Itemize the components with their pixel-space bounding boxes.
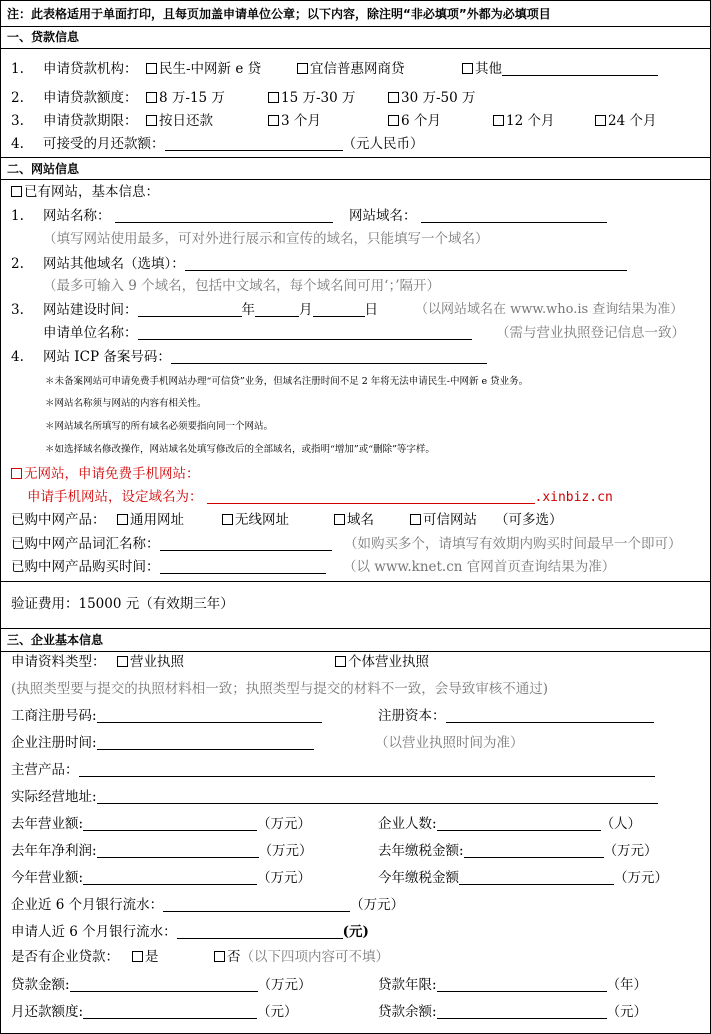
checkbox[interactable]	[297, 63, 308, 74]
option-loan-no[interactable]	[214, 948, 389, 966]
address-row	[11, 788, 658, 806]
option-label: 无线网址	[235, 512, 289, 528]
unit-label: （元）	[606, 1004, 648, 1020]
website-domain-field[interactable]	[421, 208, 607, 223]
option-label: 8 万-15 万	[159, 90, 225, 106]
row-number: 2.	[11, 256, 24, 272]
unit-label: （万元）	[257, 977, 312, 993]
mobile-domain-row	[27, 488, 613, 507]
form-note: 注：此表格适用于单面打印，且每页加盖申请单位公章；以下内容，除注明“非必填项”外都为必填项目	[7, 7, 551, 21]
build-time-hint: （以网站域名在 www.who.is 查询结果为准）	[415, 302, 684, 317]
reg-time-row	[11, 734, 314, 752]
divider	[1, 179, 710, 180]
website-name-row	[43, 207, 333, 225]
staff-field[interactable]	[437, 816, 601, 831]
verification-fee: 验证费用：15000 元（有效期三年）	[11, 596, 234, 612]
option-15-30[interactable]	[268, 89, 356, 107]
other-domain-field[interactable]	[185, 256, 627, 271]
has-website-option[interactable]	[11, 183, 159, 201]
tax-this-field[interactable]	[459, 870, 614, 885]
option-label: 营业执照	[130, 654, 184, 670]
option-domain[interactable]	[334, 511, 374, 529]
applicant-name-field[interactable]	[138, 325, 472, 340]
mobile-domain-label: 申请手机网站，设定域名为：	[27, 489, 203, 505]
monthly-repay-row	[43, 135, 424, 153]
profit-prev-field[interactable]	[97, 843, 259, 858]
loan-amount-field[interactable]	[70, 977, 258, 992]
website-domain-label: 网站域名：	[349, 208, 417, 224]
capital-row	[378, 707, 654, 725]
flow-ent-row	[11, 896, 404, 914]
monthly-pay-field[interactable]	[83, 1004, 257, 1019]
option-label: 3 个月	[281, 113, 321, 129]
other-institution-field[interactable]	[502, 61, 658, 76]
checkbox[interactable]	[268, 115, 279, 126]
note-item: ＊网站名称须与网站的内容有相关性。	[45, 398, 207, 409]
unit-label: （万元）	[603, 843, 658, 859]
divider	[1, 48, 710, 49]
loan-term-label: 贷款年限:	[378, 977, 437, 993]
reg-no-row	[11, 707, 322, 725]
vocab-hint: （如购买多个，请填写有效期内购买时间最早一个即可）	[344, 536, 682, 552]
flow-ent-field[interactable]	[163, 897, 350, 912]
unit-label: （万元）	[257, 870, 312, 886]
option-business-license[interactable]	[117, 653, 184, 671]
option-label: 宜信普惠网商贷	[310, 61, 405, 77]
option-label: 是	[145, 949, 159, 965]
note-item: ＊如选择域名修改操作，网站域名处填写修改后的全部域名，或指明“增加”或“删除”等字样。	[45, 444, 435, 455]
build-time-row	[43, 301, 378, 319]
monthly-repay-label: 可接受的月还款额：	[43, 136, 165, 152]
rev-last-label: 去年营业额:	[11, 816, 84, 832]
row-number: 3.	[11, 302, 24, 318]
profit-prev-row	[11, 842, 313, 860]
monthly-pay-label: 月还款额度:	[11, 1004, 84, 1020]
multi-select-hint: （可多选）	[495, 512, 563, 528]
vocab-field[interactable]	[160, 536, 332, 551]
row-number: 3.	[11, 113, 24, 129]
year-label: 年	[241, 302, 255, 318]
loan-balance-label: 贷款余额:	[378, 1004, 437, 1020]
checkbox[interactable]	[334, 514, 345, 525]
applicant-name-hint: （需与营业执照登记信息一致）	[496, 325, 685, 341]
buy-time-label: 已购中网产品购买时间：	[11, 559, 160, 575]
checkbox[interactable]	[388, 115, 399, 126]
checkbox[interactable]	[117, 656, 128, 667]
unit-label: （年）	[606, 977, 648, 993]
products-row	[11, 761, 655, 779]
rev-this-field[interactable]	[83, 870, 257, 885]
tax-prev-label: 去年缴税金额:	[378, 843, 464, 859]
option-minsheng[interactable]	[146, 60, 261, 78]
checkbox[interactable]	[222, 514, 233, 525]
flow-app-row	[11, 923, 369, 941]
checkbox[interactable]	[268, 92, 279, 103]
checkbox[interactable]	[410, 514, 421, 525]
reg-time-label: 企业注册时间:	[11, 735, 97, 751]
buy-time-hint: （以 www.knet.cn 官网首页查询结果为准）	[343, 559, 616, 575]
unit-label: （人）	[600, 816, 642, 832]
icp-label: 网站 ICP 备案号码：	[43, 349, 171, 365]
build-time-label: 网站建设时间：	[43, 302, 138, 318]
divider	[1, 628, 710, 629]
loan-term-row	[378, 976, 647, 994]
unit-label: (元)	[342, 924, 369, 940]
products-label: 主营产品：	[11, 762, 79, 778]
row-number: 4.	[11, 136, 24, 152]
checkbox[interactable]	[493, 115, 504, 126]
has-website-label: 已有网站，基本信息：	[24, 184, 159, 200]
flow-app-field[interactable]	[177, 924, 343, 939]
option-label: 可信网站	[423, 512, 477, 528]
loan-question-label: 是否有企业贷款：	[11, 949, 119, 965]
checkbox[interactable]	[388, 92, 399, 103]
loan-amount-label: 贷款金额:	[11, 977, 70, 993]
option-12m[interactable]	[493, 112, 554, 130]
rev-last-field[interactable]	[83, 816, 257, 831]
tax-this-label: 今年缴税金额	[378, 870, 459, 886]
rev-this-row	[11, 869, 311, 887]
tax-prev-field[interactable]	[464, 843, 604, 858]
website-name-field[interactable]	[115, 208, 333, 223]
flow-app-label: 申请人近 6 个月银行流水：	[11, 924, 177, 940]
flow-ent-label: 企业近 6 个月银行流水：	[11, 897, 164, 913]
divider	[1, 581, 710, 582]
other-domain-row	[43, 255, 627, 273]
option-label: 民生-中网新 e 贷	[159, 61, 262, 77]
applicant-name-label: 申请单位名称：	[43, 325, 138, 341]
option-6m[interactable]	[388, 112, 441, 130]
vocab-row	[11, 535, 332, 553]
row-number: 2.	[11, 90, 24, 106]
checkbox[interactable]	[132, 951, 143, 962]
loan-balance-field[interactable]	[437, 1004, 607, 1019]
reg-no-field[interactable]	[97, 708, 322, 723]
build-month-field[interactable]	[255, 302, 299, 317]
checkbox[interactable]	[595, 115, 606, 126]
loan-term-field[interactable]	[437, 977, 607, 992]
checkbox[interactable]	[335, 656, 346, 667]
option-label: 其他	[475, 61, 502, 77]
option-label: 通用网址	[130, 512, 184, 528]
checkbox[interactable]	[117, 514, 128, 525]
address-label: 实际经营地址:	[11, 789, 97, 805]
option-24m[interactable]	[595, 112, 656, 130]
checkbox[interactable]	[11, 186, 22, 197]
option-label: 15 万-30 万	[281, 90, 356, 106]
divider	[1, 651, 710, 652]
option-label: 30 万-50 万	[401, 90, 476, 106]
profit-prev-label: 去年年净利润:	[11, 843, 97, 859]
rev-this-label: 今年营业额:	[11, 870, 84, 886]
reg-time-hint: （以营业执照时间为准）	[375, 735, 524, 751]
loan-institution-row	[11, 60, 24, 78]
section-title-company: 三、企业基本信息	[7, 633, 104, 647]
icp-field[interactable]	[171, 349, 487, 364]
divider	[1, 26, 710, 27]
loan-balance-row	[378, 1003, 647, 1021]
other-domain-label: 网站其他域名（选填）：	[43, 256, 185, 272]
note-item: ＊网站域名所填写的所有域名必须要指向同一个网站。	[45, 421, 274, 432]
loan-amount-row	[11, 976, 312, 994]
unit-label: （万元）	[257, 816, 312, 832]
section-title-website: 二、网站信息	[7, 162, 80, 176]
reg-time-field[interactable]	[97, 735, 314, 750]
vocab-label: 已购中网产品词汇名称：	[11, 536, 160, 552]
tax-prev-row	[378, 842, 658, 860]
option-yixin[interactable]	[297, 60, 405, 78]
option-universal-url[interactable]	[117, 511, 184, 529]
staff-label: 企业人数:	[378, 816, 437, 832]
staff-row	[378, 815, 641, 833]
row-number: 1.	[11, 61, 24, 77]
option-individual-license[interactable]	[335, 653, 429, 671]
capital-label: 注册资本：	[378, 708, 446, 724]
products-field[interactable]	[79, 762, 655, 777]
build-year-field[interactable]	[138, 302, 242, 317]
option-label: 12 个月	[506, 113, 555, 129]
unit-label: （元人民币）	[342, 136, 424, 152]
unit-label: （元）	[257, 1004, 298, 1020]
option-label: 按日还款	[159, 113, 213, 129]
option-label: 否	[227, 949, 241, 965]
license-type-hint: (执照类型要与提交的执照材料相一致；执照类型与提交的材料不一致，会导致审核不通过)	[11, 681, 549, 697]
unit-label: （万元）	[614, 870, 668, 886]
loan-institution-label: 申请贷款机构：	[43, 61, 138, 77]
address-field[interactable]	[97, 789, 658, 804]
no-website-label: 无网站，申请免费手机网站：	[24, 466, 200, 482]
mobile-domain-field[interactable]	[207, 489, 535, 504]
month-label: 月	[299, 302, 313, 318]
reg-no-label: 工商注册号码:	[11, 708, 97, 724]
website-name-label: 网站名称：	[43, 208, 111, 224]
option-daily[interactable]	[146, 112, 213, 130]
option-30-50[interactable]	[388, 89, 476, 107]
website-domain-row	[349, 207, 607, 225]
checkbox[interactable]	[11, 468, 22, 479]
bought-products-label: 已购中网产品：	[11, 512, 106, 528]
checkbox[interactable]	[146, 92, 157, 103]
option-trusted-site[interactable]	[410, 511, 477, 529]
option-3m[interactable]	[268, 112, 321, 130]
mobile-domain-suffix: .xinbiz.cn	[534, 490, 613, 505]
option-loan-yes[interactable]	[132, 948, 159, 966]
option-wireless-url[interactable]	[222, 511, 289, 529]
checkbox[interactable]	[214, 951, 225, 962]
license-type-label: 申请资料类型：	[11, 654, 106, 670]
rev-last-row	[11, 815, 311, 833]
loan-amount-label: 申请贷款额度：	[43, 90, 138, 106]
buy-time-field[interactable]	[160, 559, 326, 574]
day-label: 日	[364, 302, 378, 318]
checkbox[interactable]	[146, 63, 157, 74]
option-8-15[interactable]	[146, 89, 225, 107]
applicant-name-row	[43, 324, 472, 342]
option-label: 24 个月	[608, 113, 657, 129]
tax-this-row	[378, 869, 668, 887]
loan-term-label: 申请贷款期限：	[43, 113, 138, 129]
checkbox[interactable]	[462, 63, 473, 74]
section-title-loan: 一、贷款信息	[7, 30, 80, 44]
no-website-option[interactable]	[11, 465, 200, 483]
capital-field[interactable]	[446, 708, 654, 723]
option-label: 6 个月	[401, 113, 441, 129]
build-day-field[interactable]	[313, 302, 365, 317]
unit-label: （万元）	[350, 897, 405, 913]
option-other-institution[interactable]	[462, 60, 658, 78]
other-domain-hint: （最多可输入 9 个域名，包括中文域名，每个域名间可用‘；’隔开）	[43, 278, 441, 294]
option-label: 个体营业执照	[348, 654, 429, 670]
note-item: ＊未备案网站可申请免费手机网站办理“可信贷”业务，但域名注册时间不足 2 年将无法申请民生-中网新 e 贷业务。	[45, 376, 529, 387]
icp-row	[43, 348, 487, 366]
monthly-repay-field[interactable]	[165, 136, 343, 151]
row-number: 4.	[11, 349, 24, 365]
website-domain-hint: （填写网站使用最多，可对外进行展示和宣传的域名，只能填写一个域名）	[43, 231, 489, 247]
monthly-pay-row	[11, 1003, 298, 1021]
row-number: 1.	[11, 208, 24, 224]
divider	[1, 157, 710, 158]
buy-time-row	[11, 558, 326, 576]
unit-label: （万元）	[258, 843, 313, 859]
checkbox[interactable]	[146, 115, 157, 126]
option-label: 域名	[347, 512, 374, 528]
loan-no-hint: （以下四项内容可不填）	[240, 949, 389, 965]
